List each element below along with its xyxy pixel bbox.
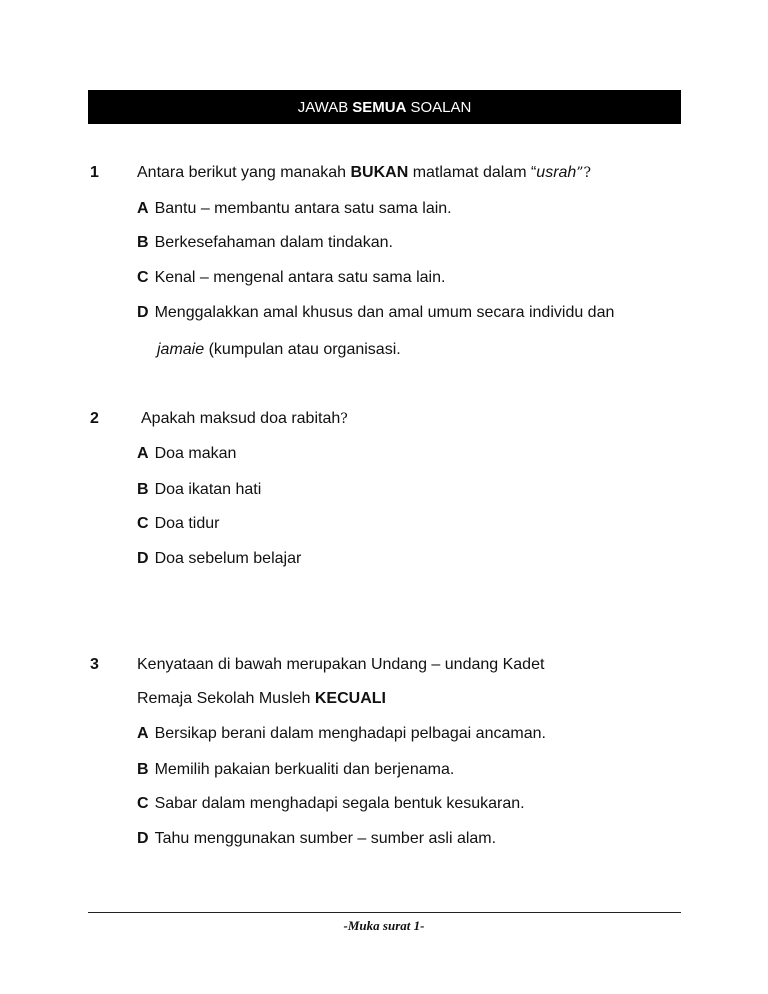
q2-option-c-text: Doa tidur <box>154 515 220 532</box>
q2-option-a-letter: A <box>137 445 149 462</box>
banner-bold: SEMUA <box>352 98 407 116</box>
q1-stem-mid: matlamat dalam “ <box>412 164 537 181</box>
q3-option-b[interactable] <box>137 761 454 779</box>
q2-option-b-letter: B <box>137 481 149 498</box>
q1-option-b-letter: B <box>137 234 149 251</box>
question-number-2: 2 <box>90 410 99 427</box>
question-2-stem <box>141 410 348 428</box>
q1-option-d-continuation <box>157 341 401 359</box>
q2-stem-q: ? <box>340 411 348 427</box>
q1-option-d-text: Menggalakkan amal khusus dan amal umum secara individu dan <box>154 304 615 321</box>
q1-stem-post: ”? <box>576 165 591 181</box>
q2-option-a-text: Doa makan <box>154 445 237 462</box>
q2-option-c-letter: C <box>137 515 149 532</box>
q2-option-d[interactable] <box>137 550 301 568</box>
q3-option-d-text: Tahu menggunakan sumber – sumber asli alam. <box>154 830 497 847</box>
q1-d-italic: jamaie <box>157 341 205 358</box>
q2-option-b[interactable] <box>137 481 261 499</box>
q3-stem-pre: Remaja Sekolah Musleh <box>137 690 311 707</box>
question-3-stem-line2 <box>137 690 386 708</box>
question-number-3: 3 <box>90 656 99 673</box>
q3-option-b-letter: B <box>137 761 149 778</box>
q3-option-c-text: Sabar dalam menghadapi segala bentuk kesukaran. <box>154 795 525 812</box>
question-1-stem <box>137 164 591 182</box>
q3-option-a[interactable] <box>137 725 546 743</box>
q1-option-b-text: Berkesefahaman dalam tindakan. <box>154 234 393 251</box>
q2-option-b-text: Doa ikatan hati <box>154 481 262 498</box>
q2-option-c[interactable] <box>137 515 219 533</box>
q1-option-d[interactable] <box>137 304 614 322</box>
q1-option-a[interactable] <box>137 200 452 218</box>
q3-stem-bold: KECUALI <box>314 690 386 707</box>
q1-option-a-letter: A <box>137 200 149 217</box>
q2-option-d-letter: D <box>137 550 149 567</box>
q3-option-a-text: Bersikap berani dalam menghadapi pelbagai ancaman. <box>154 725 546 742</box>
q3-option-c-letter: C <box>137 795 149 812</box>
q1-option-c-text: Kenal – mengenal antara satu sama lain. <box>154 269 446 286</box>
banner-post: SOALAN <box>410 98 472 116</box>
q1-option-c-letter: C <box>137 269 149 286</box>
page-number: -Muka surat 1- <box>343 918 425 933</box>
q2-option-a[interactable] <box>137 445 236 463</box>
footer-divider <box>88 912 681 913</box>
q3-option-c[interactable] <box>137 795 525 813</box>
instruction-banner <box>88 90 681 124</box>
q1-option-a-text: Bantu – membantu antara satu sama lain. <box>154 200 452 217</box>
q1-stem-pre: Antara berikut yang manakah <box>137 164 347 181</box>
q1-option-d-letter: D <box>137 304 149 321</box>
q2-stem-text: Apakah maksud doa rabitah <box>141 410 341 427</box>
q1-option-b[interactable] <box>137 234 393 252</box>
question-number-1: 1 <box>90 164 99 181</box>
q3-option-d-letter: D <box>137 830 149 847</box>
question-3-stem-line1: Kenyataan di bawah merupakan Undang – undang Kadet <box>137 656 545 673</box>
q2-option-d-text: Doa sebelum belajar <box>154 550 302 567</box>
q1-option-c[interactable] <box>137 269 445 287</box>
q3-option-b-text: Memilih pakaian berkualiti dan berjenama. <box>154 761 455 778</box>
q3-option-d[interactable] <box>137 830 496 848</box>
q1-stem-italic: usrah <box>536 164 577 181</box>
q1-stem-bold: BUKAN <box>350 164 409 181</box>
q1-d-rest: (kumpulan atau organisasi. <box>204 341 401 358</box>
banner-pre: JAWAB <box>297 98 349 116</box>
q3-option-a-letter: A <box>137 725 149 742</box>
